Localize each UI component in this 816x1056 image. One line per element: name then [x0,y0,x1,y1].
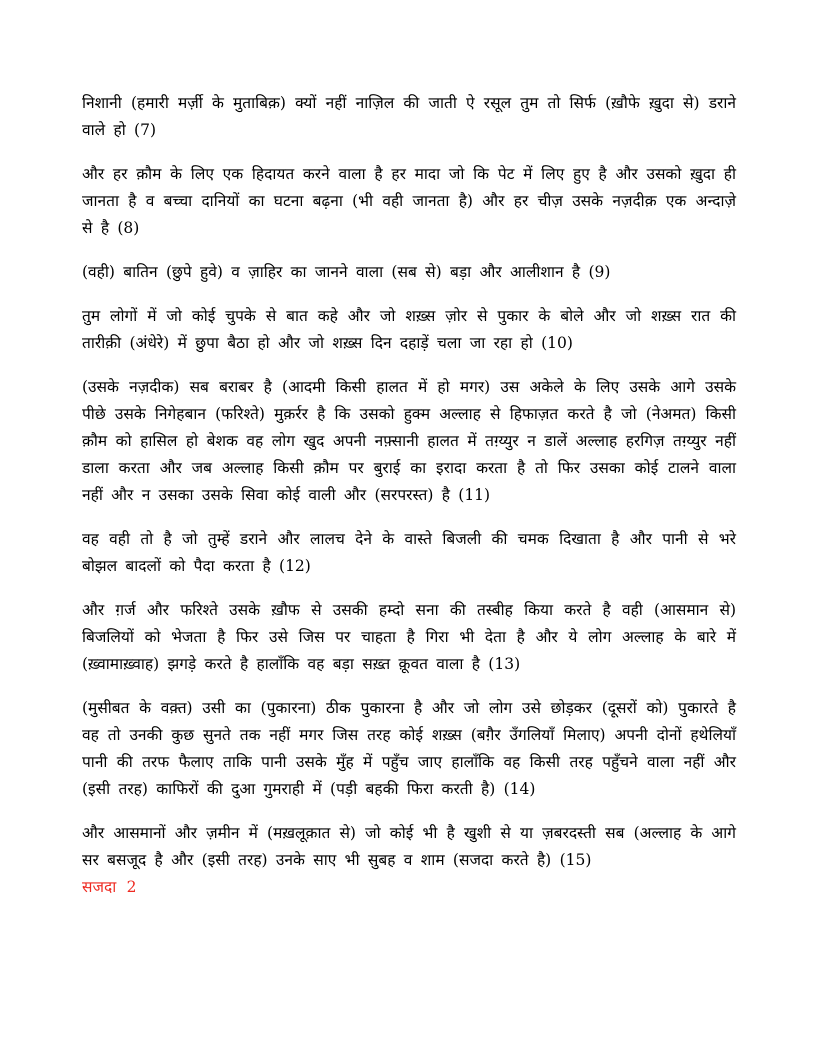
verse-paragraph-7: निशानी (हमारी मर्ज़ी के मुताबिक़) क्यों नहीं नाज़िल की जाती ऐ रसूल तुम तो सिर्फ (ख़ौफे ख़ुदा से) डराने वाले हो (7) [82,94,736,139]
page-content [82,90,736,901]
verse-paragraph-9: (वही) बातिन (छुपे हुवे) व ज़ाहिर का जानने वाला (सब से) बड़ा और आलीशान है (9) [82,263,611,281]
verse-paragraph-10: तुम लोगों में जो कोई चुपके से बात कहे और जो शख़्स ज़ोर से पुकार के बोले और जो शख़्स रात की तारीक़ी (अंधेरे) में छुपा बैठा हो और जो शख़्स दिन दहाड़ें चला जा रहा हो (10) [82,307,736,352]
verse-paragraph-13: और ग़र्ज और फरिश्ते उसके ख़ौफ से उसकी हम्दो सना की तस्बीह किया करते है वही (आसमान से) बिजलियों को भेजता है फिर उसे जिस पर चाहता है गिरा भी देता है और ये लोग अल्लाह के बारे में (ख़्वामाख़्वाह) झगड़े करते है हालाँकि वह बड़ा सख़्त क़ूवत वाला है (13) [82,601,736,673]
verse-paragraph-12: वह वही तो है जो तुम्हें डराने और लालच देने के वास्ते बिजली की चमक दिखाता है और पानी से भरे बोझल बादलों को पैदा करता है (12) [82,530,736,575]
verse-paragraph-15: और आसमानों और ज़मीन में (मख़लूक़ात से) जो कोई भी है खुशी से या ज़बरदस्ती सब (अल्लाह के आगे सर बसजूद है और (इसी तरह) उनके साए भी सुबह व शाम (सजदा करते है) (15) [82,824,736,869]
verse-paragraph-8: और हर क़ौम के लिए एक हिदायत करने वाला है हर मादा जो कि पेट में लिए हुए है और उसको ख़ुदा ही जानता है व बच्चा दानियों का घटना बढ़ना (भी वही जानता है) और हर चीज़ उसके नज़दीक़ एक अन्दाज़े से है (8) [82,165,736,237]
verse-paragraph-11: (उसके नज़दीक) सब बराबर है (आदमी किसी हालत में हो मगर) उस अकेले के लिए उसके आगे उसके पीछे उसके निगेहबान (फरिश्ते) मुक़र्रर है कि उसको हुक्म अल्लाह से हिफाज़त करते है जो (नेअमत) किसी क़ौम को हासिल हो बेशक वह लोग खुद अपनी नफ़्सानी हालत में तग़्य्युर न डालें अल्लाह हरगिज़ तग़्य्युर नहीं डाला करता और जब अल्लाह किसी क़ौम पर बुराई का इरादा करता है तो फिर उसका कोई टालने वाला नहीं और न उसका उसके सिवा कोई वाली और (सरपरस्त) है (11) [82,378,736,504]
verse-paragraph-14: (मुसीबत के वक़्त) उसी का (पुकारना) ठीक पुकारना है और जो लोग उसे छोड़कर (दूसरों को) पुकारते है वह तो उनकी कुछ सुनते तक नहीं मगर जिस तरह कोई शख़्स (बग़ैर उँगलियाँ मिलाए) अपनी दोनों हथेलियाँ पानी की तरफ फैलाए ताकि पानी उसके मुँह में पहुँच जाए हालाँकि वह किसी तरह पहुँचने वाला नहीं और (इसी तरह) काफिरों की दुआ गुमराही में (पड़ी बहकी फिरा करती है) (14) [82,699,736,798]
surah-footer-note: सजदा 2 [82,878,137,896]
